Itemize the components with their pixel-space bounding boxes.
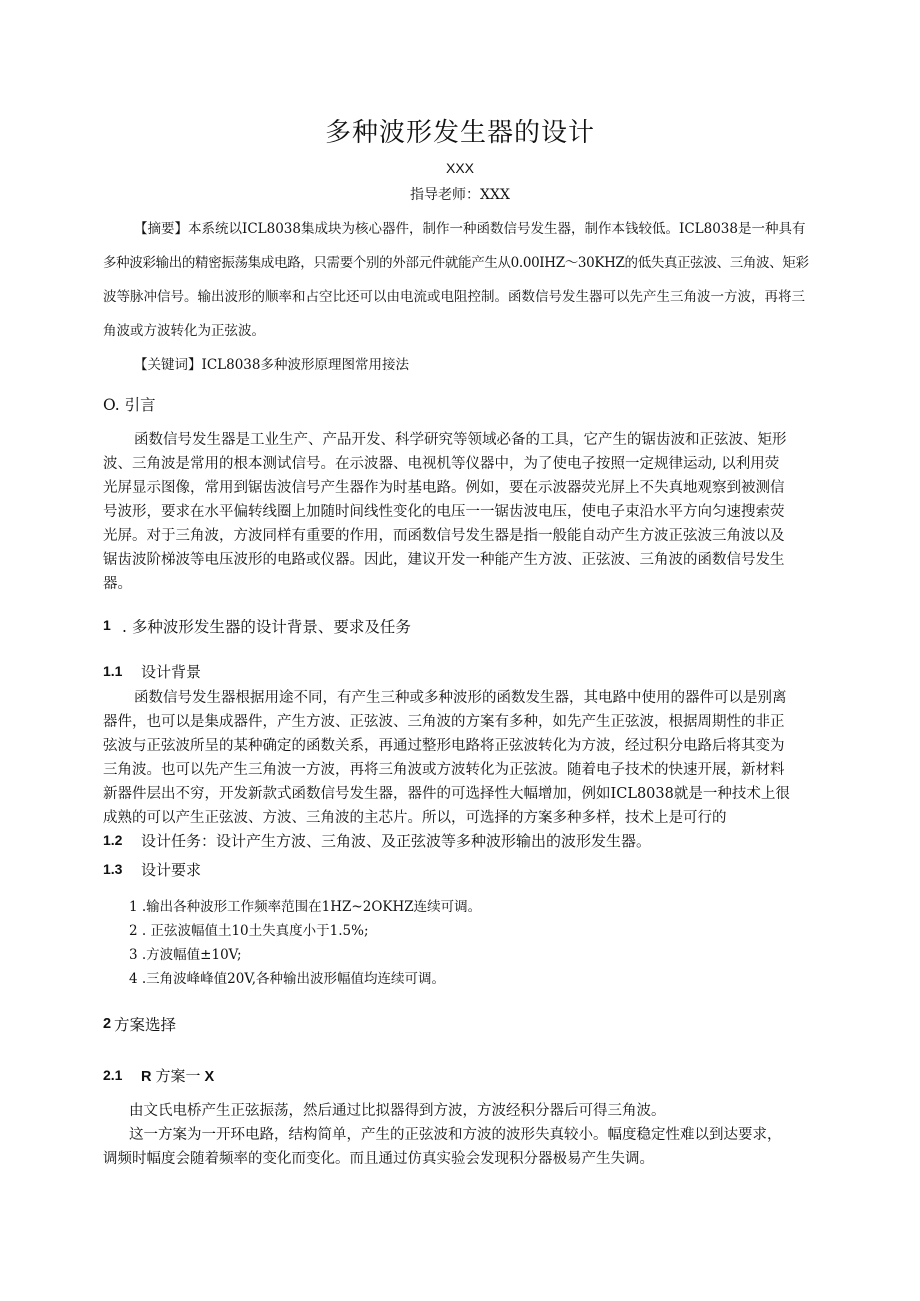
section-heading-background: . 多种波形发生器的设计背景、要求及任务 [122,618,411,636]
heading-text: 方案一 [155,1067,201,1085]
subsection-number: 1.1 [103,663,123,679]
subsection-number: 1.2 [103,832,123,848]
subsection-number: 2.1 [103,1067,123,1083]
paragraph-line: 这一方案为一开环电路，结构简单，产生的正弦波和方波的波形失真较小。幅度稳定性难以到达要求， [129,1127,782,1143]
paragraph-line: 新器件层出不穷，开发新款式函数信号发生器，器件的可选择性大幅增加，例如ICL8038就是一种技术上很 [103,786,790,802]
paragraph-line: 光屏显示图像，常用到锯齿波信号产生器作为时基电路。例如，要在示波器荧光屏上不失真地观察到被测信 [103,480,785,496]
list-item: 2 . 正弦波幅值土10土失真度小于1.5%; [129,923,369,939]
paragraph-line: 波、三角波是常用的根本测试信号。在示波器、电视机等仪器中，为了使电子按照一定规律运动, 以利用荧 [103,456,780,472]
author-name: XXX [445,160,474,176]
subsection-heading: 设计要求 [141,861,202,879]
list-item: 3 .方波幅值±10V; [129,947,242,963]
subsection-number: 1.3 [103,861,123,877]
subsection-heading [141,1065,214,1086]
section-number: 1 [103,617,111,633]
heading-suffix: X [204,1069,215,1085]
paragraph-line: 成熟的可以产生正弦波、方波、三角波的主芯片。所以，可选择的方案多种多样，技术上是可行的 [103,810,727,826]
list-item: 4 .三角波峰峰值20V,各种输出波形幅值均连续可调。 [129,971,446,987]
paragraph-line: 函数信号发生器是工业生产、产品开发、科学研究等领域必备的工具，它产生的锯齿波和正弦波、矩形 [134,432,787,448]
heading-prefix: R [141,1069,152,1085]
subsection-heading: 设计背景 [141,663,202,681]
paragraph-line: 器。 [103,576,132,592]
paragraph-line: 弦波与正弦波所呈的某种确定的函数关系，再通过整形电路将正弦波转化为方波，经过积分电路后将其变为 [103,738,785,754]
paragraph-line: 器件，也可以是集成器件，产生方波、正弦波、三角波的方案有多种，如先产生正弦波，根据周期性的非正 [103,714,785,730]
keywords: 【关键词】ICL8038多种波形原理图常用接法 [134,357,409,373]
paragraph-line: 函数信号发生器根据用途不同，有产生三种或多种波形的函数发生器，其电路中使用的器件可以是别离 [134,690,787,706]
section-number: 2 [103,1016,112,1032]
advisor-name: 指导老师：XXX [410,187,510,203]
section-heading-introduction: O. 引言 [103,396,156,414]
paragraph-line: 光屏。对于三角波，方波同样有重要的作用，而函数信号发生器是指一般能自动产生方波正弦波三角波以及 [103,528,785,544]
list-item: 1 .输出各种波形工作频率范围在1HZ~2OKHZ连续可调。 [129,899,482,915]
paragraph-line: 三角波。也可以先产生三角波一方波，再将三角波或方波转化为正弦波。随着电子技术的快速开展，新材料 [103,762,785,778]
abstract-line: 多种波彩输出的精密振荡集成电路，只需要个别的外部元件就能产生从0.00IHZ～30KHZ的低失真正弦波、三角波、矩彩 [103,255,809,271]
section-heading-scheme: 方案选择 [114,1016,177,1034]
abstract-line: 波等脉冲信号。输出波形的顺率和占空比还可以由电流或电阻控制。函数信号发生器可以先产生三角波一方波，再将三 [103,289,805,305]
document-title: 多种波形发生器的设计 [324,118,595,148]
paragraph-line: 号波形，要求在水平偏转线圈上加随时间线性变化的电压一一锯齿波电压，使电子束沿水平方向匀速搜索荧 [103,504,785,520]
paragraph-line: 调频时幅度会随着频率的变化而变化。而且通过仿真实验会发现积分器极易产生失调。 [103,1151,654,1167]
abstract-line: 【摘要】本系统以ICL8038集成块为核心器件，制作一种函数信号发生器，制作本钱较低。ICL8038是一种具有 [134,221,806,237]
subsection-heading: 设计任务：设计产生方波、三角波、及正弦波等多种波形输出的波形发生器。 [141,832,652,850]
abstract-line: 角波或方波转化为正弦波。 [103,323,265,339]
paragraph-line: 锯齿波阶梯波等电压波形的电路或仪器。因此，建议开发一种能产生方波、正弦波、三角波的函数信号发生 [103,552,785,568]
paragraph-line: 由文氏电桥产生正弦振荡，然后通过比拟器得到方波，方波经积分器后可得三角波。 [129,1103,666,1119]
